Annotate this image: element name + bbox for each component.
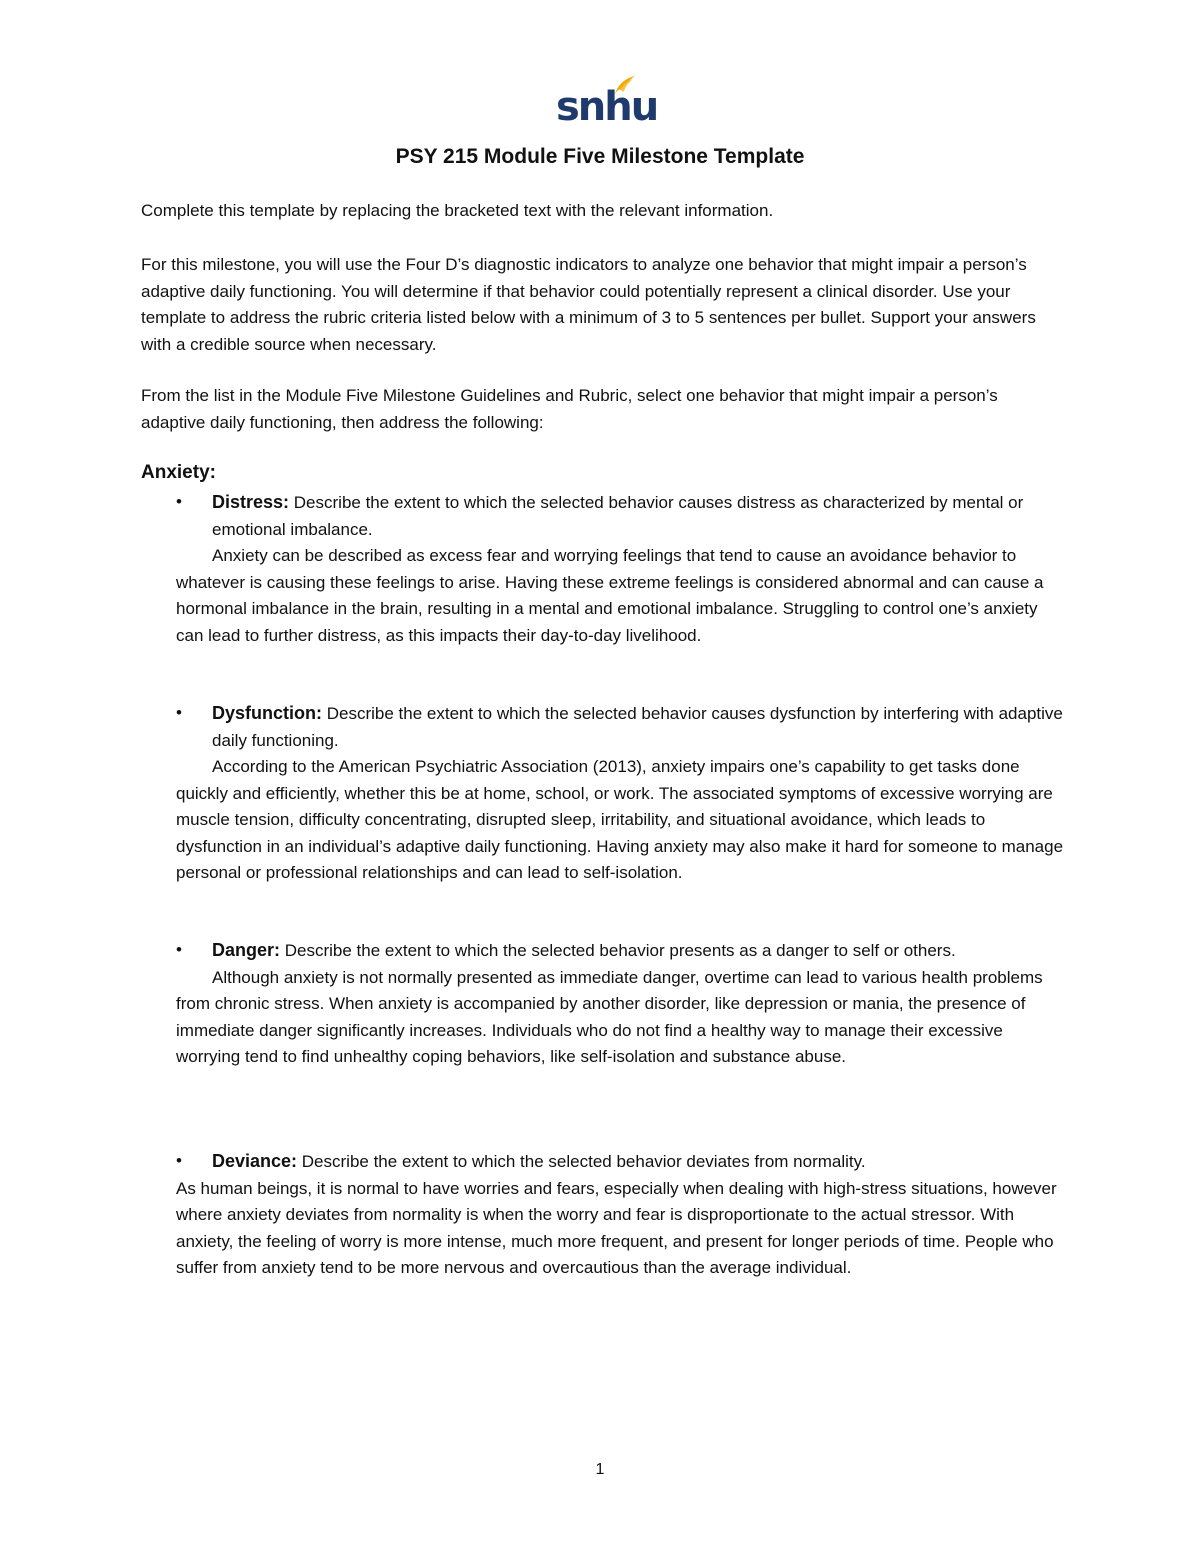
page-title: PSY 215 Module Five Milestone Template [395,145,805,168]
bullet-icon: • [176,703,182,722]
section-term: Distress: [212,492,290,512]
bullet-item [176,1148,1066,1176]
section-answer: As human beings, it is normal to have worries and fears, especially when dealing with high-stress situations, however where anxiety deviates from normality is when the worry and fear is disproportionate to the actual stressor. With anxiety, the feeling of worry is more intense, much more frequent, and present for longer periods of time. People who suffer from anxiety tend to be more nervous and overcautious than the average individual. [176,1178,1057,1277]
section-term: Dysfunction: [212,703,322,723]
page-number: 1 [595,1461,605,1478]
intro-paragraph: For this milestone, you will use the Four D’s diagnostic indicators to analyze one behavior that might impair a person’s adaptive daily functioning. You will determine if that behavior could potentially represent a clinical disorder. Use your template to address the rubric criteria listed below with a minimum of 3 to 5 sentences per bullet. Support your answers with a credible source when necessary. [141,255,1036,354]
section-term: Deviance: [212,1151,298,1171]
section-distress [176,489,1066,649]
section-prompt: Describe the extent to which the selected behavior presents as a danger to self or others. [284,941,956,960]
bullet-icon: • [176,940,182,959]
logo-wordmark: snhu [556,84,658,130]
section-prompt: Describe the extent to which the selected behavior causes dysfunction by interfering with adaptive daily functioning. [212,704,1063,750]
bullet-icon: • [176,1151,182,1170]
section-answer: According to the American Psychiatric Association (2013), anxiety impairs one’s capability to get tasks done quickly and efficiently, whether this be at home, school, or work. The associated symptoms of excessive worrying are muscle tension, difficulty concentrating, disrupted sleep, irritability, and situational avoidance, which leads to dysfunction in an individual’s adaptive daily functioning. Having anxiety may also make it hard for someone to manage personal or professional relationships and can lead to self-isolation. [176,757,1064,882]
section-dysfunction [176,700,1066,887]
section-deviance [176,1148,1066,1282]
snhu-logo [556,74,658,132]
behavior-heading: Anxiety: [141,462,216,483]
selection-prompt: From the list in the Module Five Milestone Guidelines and Rubric, select one behavior that might impair a person’s adaptive daily functioning, then address the following: [141,386,998,432]
section-danger [176,937,1066,1071]
bullet-item [176,700,1066,754]
section-prompt: Describe the extent to which the selected behavior deviates from normality. [301,1152,866,1171]
section-term: Danger: [212,940,281,960]
section-answer: Anxiety can be described as excess fear and worrying feelings that tend to cause an avoidance behavior to whatever is causing these feelings to arise. Having these extreme feelings is considered abnormal and can cause a hormonal imbalance in the brain, resulting in a mental and emotional imbalance. Struggling to control one’s anxiety can lead to further distress, as this impacts their day-to-day livelihood. [176,546,1044,645]
section-prompt: Describe the extent to which the selected behavior causes distress as characterized by mental or emotional imbalance. [212,493,1024,539]
bullet-item [176,937,1066,965]
section-answer: Although anxiety is not normally presented as immediate danger, overtime can lead to various health problems from chronic stress. When anxiety is accompanied by another disorder, like depression or mania, the presence of immediate danger significantly increases. Individuals who do not find a healthy way to manage their excessive worrying tend to find unhealthy coping behaviors, like self-isolation and substance abuse. [176,967,1043,1066]
instructions-text: Complete this template by replacing the bracketed text with the relevant information. [141,201,774,220]
bullet-icon: • [176,492,182,511]
bullet-item [176,489,1066,543]
